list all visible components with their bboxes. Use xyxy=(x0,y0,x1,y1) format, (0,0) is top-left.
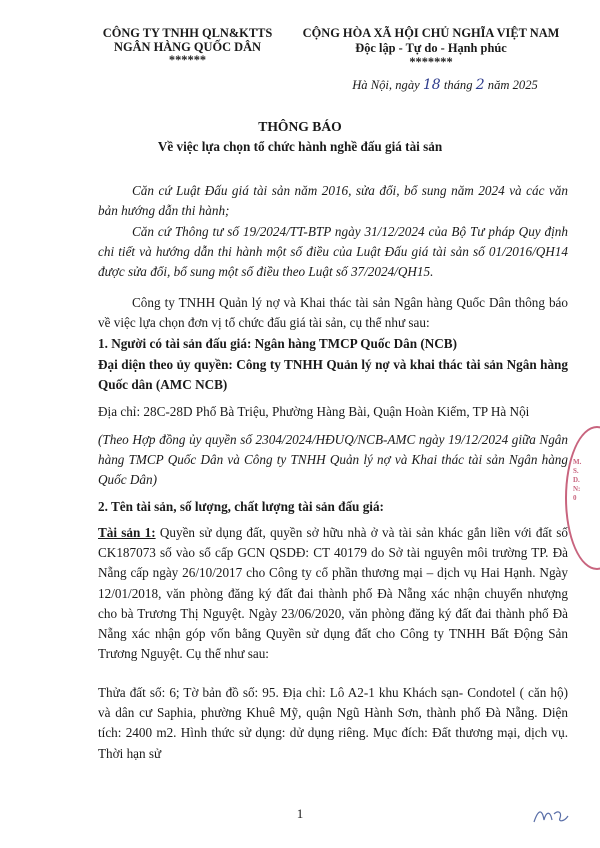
document-title: THÔNG BÁO xyxy=(258,119,342,134)
nation-stars: ******* xyxy=(409,55,453,69)
date-line xyxy=(320,77,570,93)
page-number: 1 xyxy=(296,806,304,821)
date-year: năm 2025 xyxy=(487,78,538,92)
date-month-label: tháng xyxy=(443,78,473,92)
company-stars: ****** xyxy=(168,53,207,67)
basis-2: Căn cứ Thông tư số 19/2024/TT-BTP ngày 31/12/2024 của Bộ Tư pháp Quy định chi tiết và hướng dẫn thi hành một số điều của Luật Đấu giá tài sản số 01/2016/QH14 được sửa đổi, bổ sung một số điều theo Luật số 37/2024/QH15. xyxy=(98,224,568,280)
asset-1-paragraph xyxy=(98,523,568,664)
seal-text: M.S.D.N:0 xyxy=(573,458,582,502)
section1-heading: 1. Người có tài sản đấu giá: Ngân hàng TMCP Quốc Dân (NCB) xyxy=(98,336,457,351)
section1-note: (Theo Hợp đồng ủy quyền số 2304/2024/HĐUQ/NCB-AMC ngày 19/12/2024 giữa Ngân hàng TMCP Quốc Dân và Công ty TNHH Quản lý nợ và Khai thác tài sản Ngân hàng Quốc Dân) xyxy=(98,432,568,488)
asset-1-text: Quyền sử dụng đất, quyền sở hữu nhà ở và tài sản khác gắn liền với đất số CK187073 số vào sổ cấp GCN QSDĐ: CT 40179 do Sở tài nguyên môi trường TP. Đà Nẵng cấp ngày 26/10/2017 cho Công ty cổ phần thương mại – dịch vụ Hai Hạnh. Ngày 12/01/2018, văn phòng đăng ký đất đai thành phố Đà Nẵng xác nhận chuyển nhượng cho bà Trương Thị Nguyệt. Ngày 23/06/2020, văn phòng đăng ký đất đai thành phố Đà Nẵng xác nhận góp vốn bằng Quyền sử dụng đất cho Công ty TNHH Bất Động Sản Trương Nguyệt. Cụ thể như sau: xyxy=(98,525,568,662)
section1-representative: Đại diện theo ủy quyền: Công ty TNHH Quản lý nợ và khai thác tài sản Ngân hàng Quốc dân (AMC NCB) xyxy=(98,357,568,393)
intro-paragraph: Công ty TNHH Quản lý nợ và Khai thác tài sản Ngân hàng Quốc Dân thông báo về việc lựa chọn đơn vị tổ chức đấu giá tài sản, cụ thể như sau: xyxy=(98,295,568,331)
nation-header xyxy=(292,26,570,68)
section1-address: Địa chỉ: 28C-28D Phố Bà Triệu, Phường Hàng Bài, Quận Hoàn Kiếm, TP Hà Nội xyxy=(98,404,530,419)
date-prefix: Hà Nội, ngày xyxy=(352,78,420,92)
company-name-line2: NGÂN HÀNG QUỐC DÂN xyxy=(114,40,261,54)
parcel-paragraph: Thửa đất số: 6; Tờ bản đồ số: 95. Địa chỉ: Lô A2-1 khu Khách sạn- Condotel ( căn hộ) và dân cư Saphia, phường Khuê Mỹ, quận Ngũ Hành Sơn, thành phố Đà Nẵng. Diện tích: 2400 m2. Hình thức sử dụng: dử dụng riêng. Mục đích: Đất thương mại, dịch vụ. Thời hạn sử xyxy=(98,685,568,761)
asset-1-label: Tài sản 1: xyxy=(98,525,156,540)
nation-motto: Độc lập - Tự do - Hạnh phúc xyxy=(355,41,507,55)
section2-heading: 2. Tên tài sản, số lượng, chất lượng tài sản đấu giá: xyxy=(98,499,384,514)
company-seal xyxy=(565,426,600,570)
date-month: 2 xyxy=(475,77,485,93)
company-header xyxy=(95,26,280,66)
initials-signature xyxy=(530,800,570,830)
document-subtitle: Về việc lựa chọn tổ chức hành nghề đấu giá tài sản xyxy=(157,139,443,154)
date-day: 18 xyxy=(422,77,441,93)
basis-1: Căn cứ Luật Đấu giá tài sản năm 2016, sửa đổi, bổ sung năm 2024 và các văn bản hướng dẫn thi hành; xyxy=(98,183,568,219)
nation-name: CỘNG HÒA XÃ HỘI CHỦ NGHĨA VIỆT NAM xyxy=(302,26,560,40)
company-name-line1: CÔNG TY TNHH QLN&KTTS xyxy=(102,26,273,40)
